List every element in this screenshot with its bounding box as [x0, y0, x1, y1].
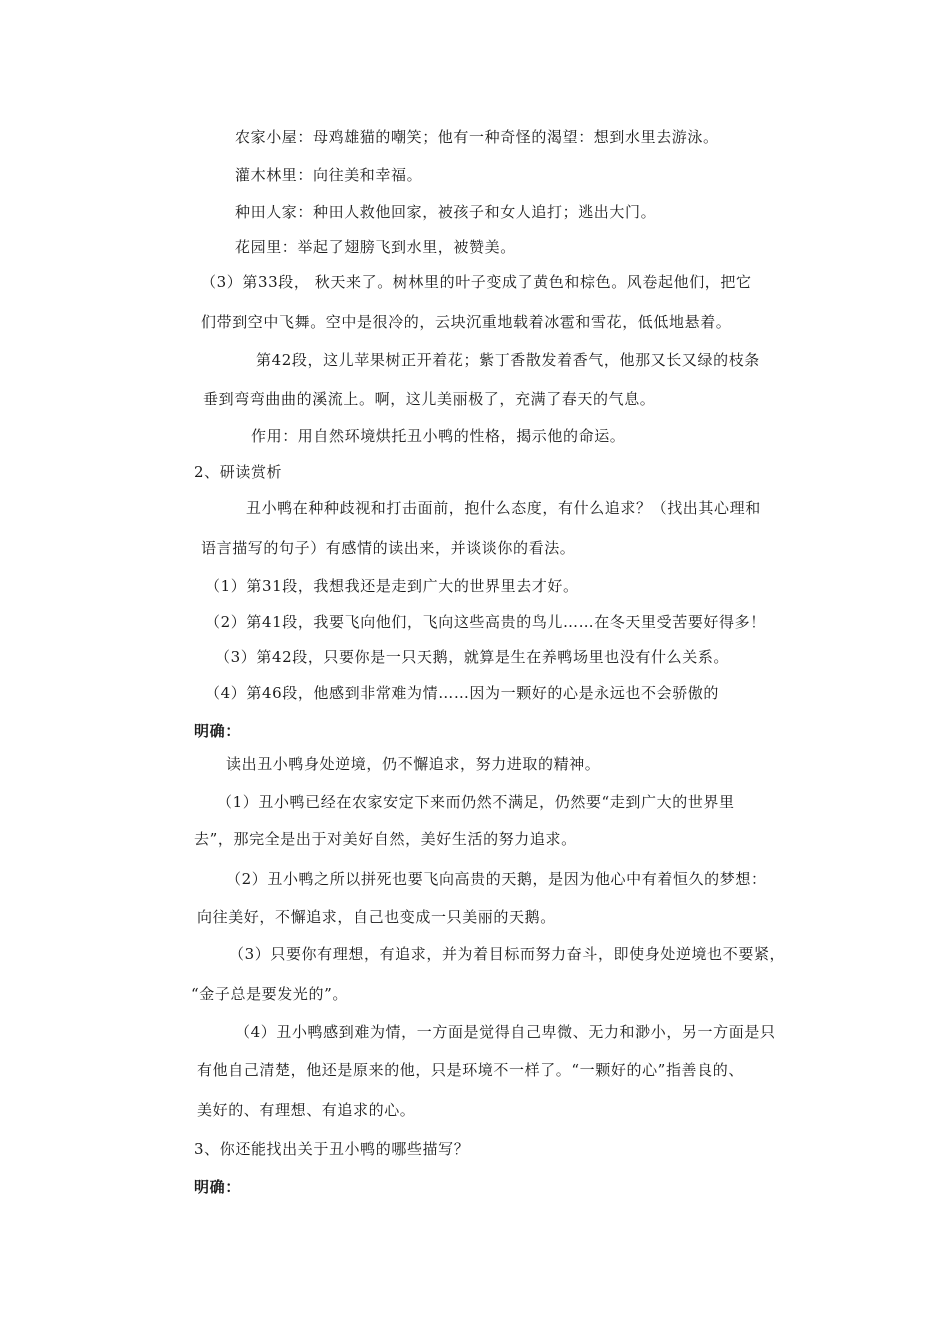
text-line-question: 丑小鸭在种种歧视和打击面前，抱什么态度，有什么追求？（找出其心理和: [246, 499, 761, 517]
answer-item-4: （4）丑小鸭感到难为情，一方面是觉得自己卑微、无力和渺小，另一方面是只: [235, 1023, 776, 1041]
text-line-para33: （3）第33段， 秋天来了。树林里的叶子变成了黄色和棕色。风卷起他们，把它: [201, 273, 752, 291]
section-heading-3: 3、你还能找出关于丑小鸭的哪些描写？: [194, 1140, 470, 1158]
answer-item-3: （3）只要你有理想，有追求，并为着目标而努力奋斗，即使身处逆境也不要紧，: [229, 945, 786, 963]
text-line-answer-intro: 读出丑小鸭身处逆境，仍不懈追求，努力进取的精神。: [226, 755, 601, 773]
list-item-2: （2）第41段，我要飞向他们，飞向这些高贵的鸟儿……在冬天里受苦要好得多！: [205, 613, 766, 631]
list-item-1: （1）第31段，我想我还是走到广大的世界里去才好。: [205, 577, 579, 595]
list-item-3: （3）第42段，只要你是一只天鹅，就算是生在养鸭场里也没有什么关系。: [215, 648, 730, 666]
answer-label-2: 明确：: [194, 1178, 241, 1196]
text-line-para42-cont: 垂到弯弯曲曲的溪流上。啊，这儿美丽极了，充满了春天的气息。: [203, 390, 656, 408]
answer-item-3-cont: “金子总是要发光的”。: [191, 985, 348, 1003]
answer-item-2: （2）丑小鸭之所以拼死也要飞向高贵的天鹅，是因为他心中有着恒久的梦想：: [226, 870, 767, 888]
text-line-para33-cont: 们带到空中飞舞。空中是很冷的，云块沉重地载着冰雹和雪花，低低地悬着。: [201, 313, 732, 331]
text-line-para42: 第42段，这儿苹果树正开着花；紫丁香散发着香气，他那又长又绿的枝条: [256, 351, 760, 369]
answer-item-4-end: 美好的、有理想、有追求的心。: [197, 1101, 416, 1119]
text-line-farmhouse: 农家小屋：母鸡雄猫的嘲笑；他有一种奇怪的渴望：想到水里去游泳。: [235, 128, 719, 146]
text-line-function: 作用：用自然环境烘托丑小鸭的性格，揭示他的命运。: [251, 427, 626, 445]
text-line-shrubs: 灌木林里：向往美和幸福。: [235, 166, 423, 184]
answer-label: 明确：: [194, 722, 241, 740]
answer-item-4-cont: 有他自己清楚，他还是原来的他，只是环境不一样了。“一颗好的心”指善良的、: [197, 1061, 744, 1079]
answer-item-1-cont: 去”，那完全是出于对美好自然，美好生活的努力追求。: [194, 830, 577, 848]
text-line-garden: 花园里：举起了翅膀飞到水里，被赞美。: [235, 238, 516, 256]
text-line-farmer-home: 种田人家：种田人救他回家，被孩子和女人追打；逃出大门。: [235, 203, 657, 221]
section-heading-2: 2、研读赏析: [194, 463, 283, 481]
answer-item-1: （1）丑小鸭已经在农家安定下来而仍然不满足，仍然要“走到广大的世界里: [217, 793, 735, 811]
list-item-4: （4）第46段，他感到非常难为情……因为一颗好的心是永远也不会骄傲的: [205, 684, 720, 702]
text-line-question-cont: 语言描写的句子）有感情的读出来，并谈谈你的看法。: [201, 539, 576, 557]
answer-item-2-cont: 向往美好，不懈追求，自己也变成一只美丽的天鹅。: [197, 908, 556, 926]
